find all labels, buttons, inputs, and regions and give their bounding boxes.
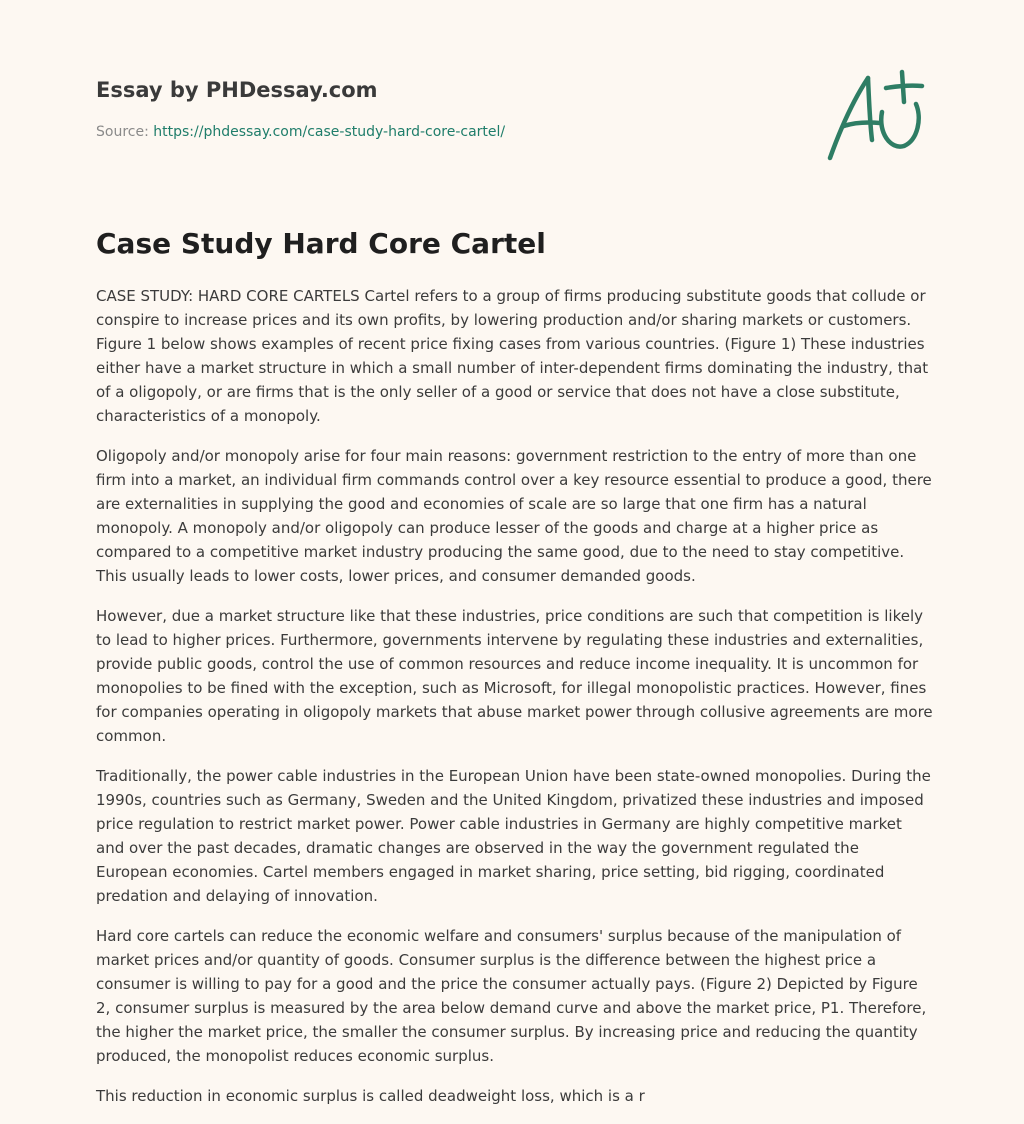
source-link[interactable]: https://phdessay.com/case-study-hard-core-cartel/: [153, 124, 506, 140]
article-paragraph: Oligopoly and/or monopoly arise for four main reasons: government restriction to the entry of more than one firm into a market, an individual firm commands control over a key resource essential to produce a good, there are externalities in supplying the good and economies of scale are so large that one firm has a natural monopoly. A monopoly and/or oligopoly can produce lesser of the goods and charge at a higher price as compared to a competitive market industry producing the same good, due to the need to stay competitive. This usually leads to lower costs, lower prices, and consumer demanded goods.: [96, 447, 932, 585]
article-paragraph: However, due a market structure like that these industries, price conditions are such that competition is likely to lead to higher prices. Furthermore, governments intervene by regulating these industries and externalities, provide public goods, control the use of common resources and reduce income inequality. It is uncommon for monopolies to be fined with the exception, such as Microsoft, for illegal monopolistic practices. However, fines for companies operating in oligopoly markets that abuse market power through collusive agreements are more common.: [96, 607, 933, 745]
a-plus-logo: [822, 68, 926, 164]
source-line: [96, 122, 505, 142]
article-paragraph: Hard core cartels can reduce the economic welfare and consumers' surplus because of the manipulation of market prices and/or quantity of goods. Consumer surplus is the difference between the highest price a consumer is willing to pay for a good and the price the consumer actually pays. (Figure 2) Depicted by Figure 2, consumer surplus is measured by the area below demand curve and above the market price, P1. Therefore, the higher the market price, the smaller the consumer surplus. By increasing price and reducing the quantity produced, the monopolist reduces economic surplus.: [96, 927, 927, 1065]
article-paragraph: CASE STUDY: HARD CORE CARTELS Cartel refers to a group of firms producing substitute goods that collude or conspire to increase prices and its own profits, by lowering production and/or sharing markets or customers. Figure 1 below shows examples of recent price fixing cases from various countries. (Figure 1) These industries either have a market structure in which a small number of inter-dependent firms dominating the industry, that of a oligopoly, or are firms that is the only seller of a good or service that does not have a close substitute, characteristics of a monopoly.: [96, 287, 929, 425]
site-brand: Essay by PHDessay.com: [96, 78, 378, 102]
article-paragraph-truncated: This reduction in economic surplus is called deadweight loss, which is a r: [96, 1087, 645, 1105]
article-title: Case Study Hard Core Cartel: [96, 227, 546, 260]
source-label: Source:: [96, 124, 154, 140]
a-plus-logo-graphic: [822, 68, 926, 164]
article-body: [96, 284, 934, 1124]
site-header: [96, 74, 928, 174]
article-paragraph: Traditionally, the power cable industries in the European Union have been state-owned monopolies. During the 1990s, countries such as Germany, Sweden and the United Kingdom, privatized these industries and imposed price regulation to restrict market power. Power cable industries in Germany are highly competitive market and over the past decades, dramatic changes are observed in the way the government regulated the European economies. Cartel members engaged in market sharing, price setting, bid rigging, coordinated predation and delaying of innovation.: [96, 767, 931, 905]
